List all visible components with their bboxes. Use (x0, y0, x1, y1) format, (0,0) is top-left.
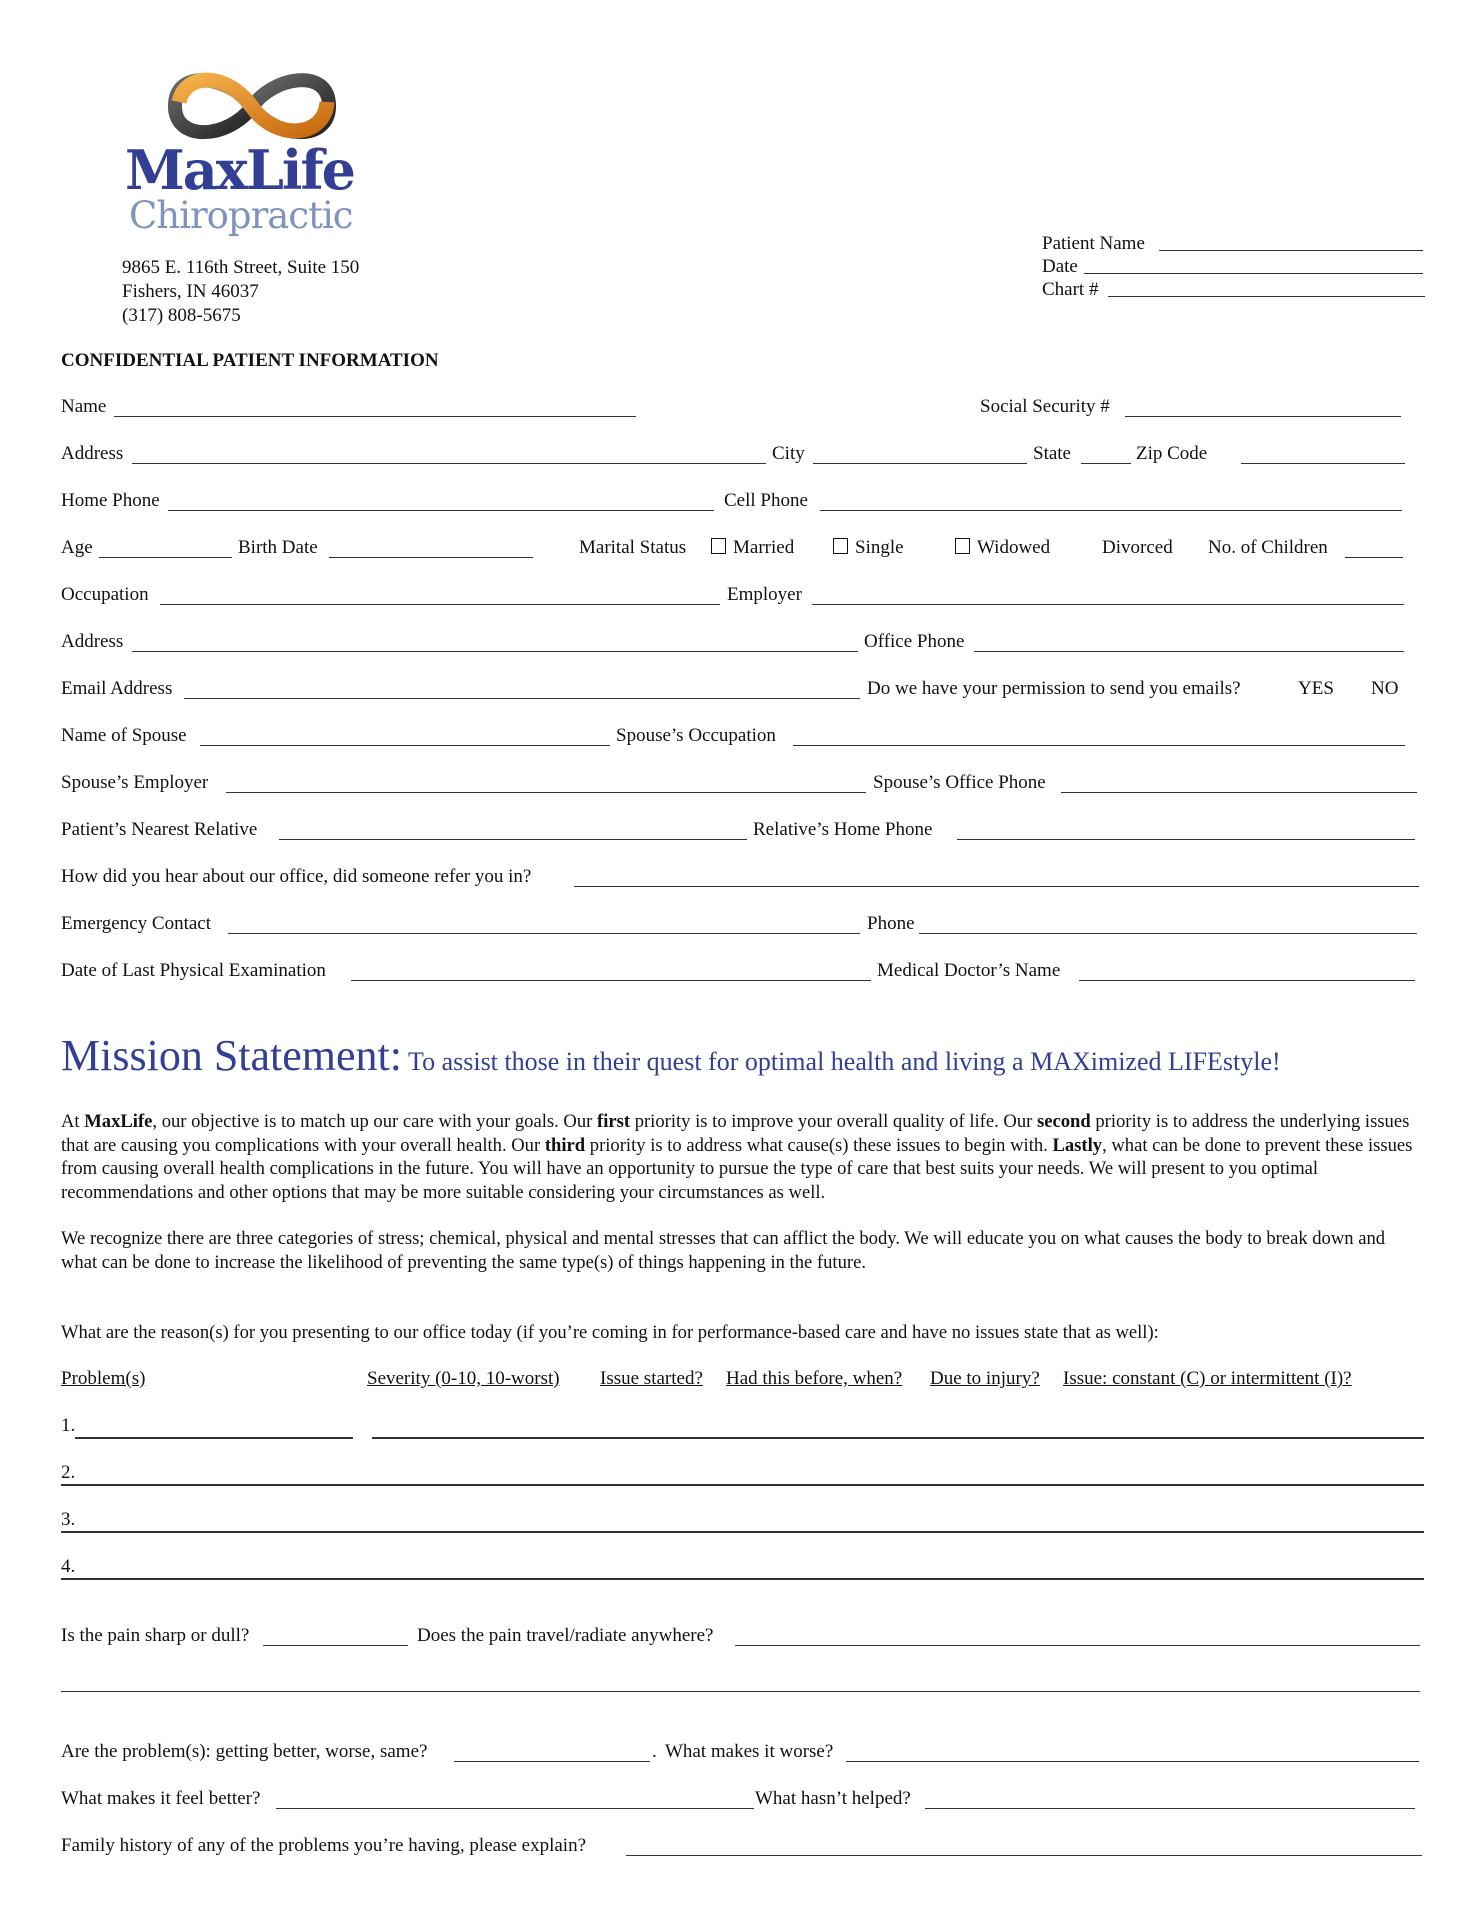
due-to-injury-header: Due to injury? (930, 1368, 1040, 1389)
date-label: Date (1042, 256, 1078, 277)
marital-status-label: Marital Status (579, 537, 687, 558)
sharp-dull-label: Is the pain sharp or dull? (61, 1625, 250, 1646)
clinic-phone: (317) 808-5675 (122, 305, 241, 326)
email-row (61, 678, 1426, 704)
emphasis: MaxLife (84, 1111, 153, 1132)
not-helped-field[interactable] (925, 1808, 1415, 1809)
problem-field[interactable] (61, 1484, 1424, 1486)
relative-phone-label: Relative’s Home Phone (753, 819, 933, 840)
pain-row (61, 1625, 1426, 1651)
married-checkbox[interactable] (711, 538, 726, 554)
clinic-address (122, 256, 359, 328)
office-phone-label: Office Phone (864, 631, 965, 652)
email-label: Email Address (61, 678, 173, 699)
emergency-phone-label: Phone (867, 913, 915, 934)
problem-header: Problem(s) (61, 1368, 146, 1389)
name-row (61, 396, 1426, 422)
address-row (61, 443, 1426, 469)
children-field[interactable] (1345, 557, 1403, 558)
family-history-row (61, 1835, 1426, 1861)
referral-row (61, 866, 1426, 892)
problem-field[interactable] (61, 1531, 1424, 1533)
age-field[interactable] (99, 557, 232, 558)
chart-label: Chart # (1042, 279, 1099, 300)
emergency-phone-field[interactable] (919, 933, 1417, 934)
married-option[interactable] (711, 537, 794, 559)
mission-title: Mission Statement: (61, 1031, 402, 1080)
city-label: City (772, 443, 805, 464)
clinic-logo (125, 62, 395, 242)
patient-name-label: Patient Name (1042, 233, 1145, 254)
spouse-occupation-label: Spouse’s Occupation (616, 725, 776, 746)
referral-field[interactable] (574, 886, 1419, 887)
email-no-option[interactable]: NO (1371, 678, 1399, 699)
progress-period: . (652, 1741, 657, 1762)
nearest-relative-label: Patient’s Nearest Relative (61, 819, 258, 840)
constant-intermittent-header: Issue: constant (C) or intermittent (I)? (1063, 1368, 1352, 1389)
children-label: No. of Children (1208, 537, 1328, 558)
employer-address-field[interactable] (132, 651, 858, 652)
problem-field[interactable] (75, 1437, 353, 1439)
employer-label: Employer (727, 584, 802, 605)
married-label: Married (733, 537, 795, 558)
email-field[interactable] (184, 698, 860, 699)
divorced-option[interactable]: Divorced (1102, 537, 1173, 558)
text: priority is to address the underlying issues that are causing you complications with your overall health. Our (61, 1111, 1410, 1156)
single-checkbox[interactable] (833, 538, 848, 554)
physical-row (61, 960, 1426, 986)
spouse-employer-label: Spouse’s Employer (61, 772, 209, 793)
progress-field[interactable] (454, 1761, 650, 1762)
last-physical-label: Date of Last Physical Examination (61, 960, 326, 981)
row-number: 1. (61, 1415, 76, 1436)
row-number: 3. (61, 1509, 76, 1530)
nearest-relative-field[interactable] (279, 839, 747, 840)
emergency-row (61, 913, 1426, 939)
occupation-row (61, 584, 1426, 610)
sharp-dull-field[interactable] (263, 1645, 408, 1646)
brand-subtitle: Chiropractic (129, 194, 353, 237)
spouse-office-phone-label: Spouse’s Office Phone (873, 772, 1046, 793)
better-field[interactable] (276, 1808, 754, 1809)
emphasis: second (1036, 1111, 1091, 1132)
zip-label: Zip Code (1136, 443, 1208, 464)
email-yes-option[interactable]: YES (1298, 678, 1334, 699)
home-phone-label: Home Phone (61, 490, 160, 511)
state-field[interactable] (1081, 463, 1131, 464)
radiate-field[interactable] (735, 1645, 1420, 1646)
address-label: Address (61, 443, 124, 464)
ssn-field[interactable] (1125, 416, 1401, 417)
phone-row (61, 490, 1426, 516)
spouse-row (61, 725, 1426, 751)
radiate-label: Does the pain travel/radiate anywhere? (417, 1625, 714, 1646)
patient-name-field[interactable] (1159, 250, 1423, 251)
radiate-field-continued[interactable] (61, 1691, 1420, 1692)
last-physical-field[interactable] (351, 980, 871, 981)
email-permission-label: Do we have your permission to send you emails? (867, 678, 1241, 699)
employer-address-row (61, 631, 1426, 657)
brand-name: MaxLife (125, 138, 355, 202)
better-label: What makes it feel better? (61, 1788, 261, 1809)
home-phone-field[interactable] (168, 510, 714, 511)
not-helped-label: What hasn’t helped? (755, 1788, 911, 1809)
problem-field[interactable] (61, 1578, 1424, 1580)
header-fields (1042, 232, 1145, 301)
cell-phone-label: Cell Phone (724, 490, 808, 511)
referral-label: How did you hear about our office, did someone refer you in? (61, 866, 532, 887)
worse-label: What makes it worse? (665, 1741, 834, 1762)
spouse-office-phone-field[interactable] (1061, 792, 1417, 793)
section-title: CONFIDENTIAL PATIENT INFORMATION (61, 350, 439, 371)
mission-paragraph-2: We recognize there are three categories of stress; chemical, physical and mental stresses that can afflict the body. We will educate you on what causes the body to break down and what can be done to increase the likelihood of preventing the same type(s) of things happening in the future. (61, 1228, 1386, 1273)
family-history-label: Family history of any of the problems you’re having, please explain? (61, 1835, 587, 1856)
name-field[interactable] (114, 416, 636, 417)
spouse-name-field[interactable] (200, 745, 610, 746)
single-label: Single (855, 537, 904, 558)
emphasis: first (597, 1111, 631, 1132)
severity-header: Severity (0-10, 10-worst) (367, 1368, 560, 1389)
text: At (61, 1111, 85, 1132)
mission-statement (61, 1030, 1281, 1081)
occupation-field[interactable] (160, 604, 720, 605)
text: priority is to address what cause(s) these issues to begin with. (585, 1134, 1053, 1156)
emergency-contact-label: Emergency Contact (61, 913, 212, 934)
employer-field[interactable] (812, 604, 1404, 605)
address-field[interactable] (132, 463, 766, 464)
widowed-checkbox[interactable] (955, 538, 970, 554)
text: priority is to improve your overall quality of life. Our (630, 1111, 1037, 1132)
reasons-prompt: What are the reason(s) for you presenting to our office today (if you’re coming in for performance-based care and have no issues state that as well): (61, 1322, 1159, 1343)
birth-date-field[interactable] (329, 557, 533, 558)
office-phone-field[interactable] (974, 651, 1404, 652)
family-history-field[interactable] (626, 1855, 1422, 1856)
single-option[interactable] (833, 537, 904, 559)
emergency-contact-field[interactable] (228, 933, 860, 934)
problem-details-field[interactable] (372, 1437, 1424, 1439)
relative-row (61, 819, 1426, 845)
row-number: 4. (61, 1556, 76, 1577)
zip-field[interactable] (1241, 463, 1405, 464)
mission-subtitle: To assist those in their quest for optimal health and living a MAXimized LIFEstyle! (408, 1047, 1281, 1076)
cell-phone-field[interactable] (820, 510, 1402, 511)
ssn-label: Social Security # (980, 396, 1110, 417)
widowed-option[interactable] (955, 537, 1050, 559)
spouse-employer-field[interactable] (226, 792, 866, 793)
worse-field[interactable] (846, 1761, 1419, 1762)
had-before-header: Had this before, when? (726, 1368, 903, 1389)
text: , what can be done to prevent these issues from causing overall health complications in the future. You will have an opportunity to pursue the type of care that best suits your needs. We will present to you optimal recommendations and other options that may be more suitable considering your circumstances as well. (61, 1134, 1413, 1203)
birth-date-label: Birth Date (238, 537, 318, 558)
chart-number-field[interactable] (1108, 296, 1425, 297)
state-label: State (1033, 443, 1071, 464)
age-marital-row (61, 537, 1426, 563)
better-row (61, 1788, 1426, 1814)
spouse-employer-row (61, 772, 1426, 798)
age-label: Age (61, 537, 93, 558)
relative-phone-field[interactable] (957, 839, 1415, 840)
date-field[interactable] (1084, 273, 1423, 274)
progress-row (61, 1741, 1426, 1767)
spouse-occupation-field[interactable] (793, 745, 1405, 746)
row-number: 2. (61, 1462, 76, 1483)
progress-label: Are the problem(s): getting better, worse, same? (61, 1741, 428, 1762)
spouse-name-label: Name of Spouse (61, 725, 187, 746)
mission-paragraph-1 (61, 1110, 1421, 1204)
doctor-name-field[interactable] (1079, 980, 1415, 981)
name-label: Name (61, 396, 107, 417)
text: , our objective is to match up our care with your goals. Our (152, 1111, 597, 1132)
emphasis: Lastly (1052, 1134, 1103, 1156)
address-line-1: 9865 E. 116th Street, Suite 150 (122, 257, 360, 278)
address-line-2: Fishers, IN 46037 (122, 281, 259, 302)
doctor-name-label: Medical Doctor’s Name (877, 960, 1061, 981)
occupation-label: Occupation (61, 584, 149, 605)
issue-started-header: Issue started? (600, 1368, 703, 1389)
emphasis: third (544, 1134, 586, 1156)
employer-address-label: Address (61, 631, 124, 652)
widowed-label: Widowed (977, 537, 1051, 558)
city-field[interactable] (813, 463, 1027, 464)
